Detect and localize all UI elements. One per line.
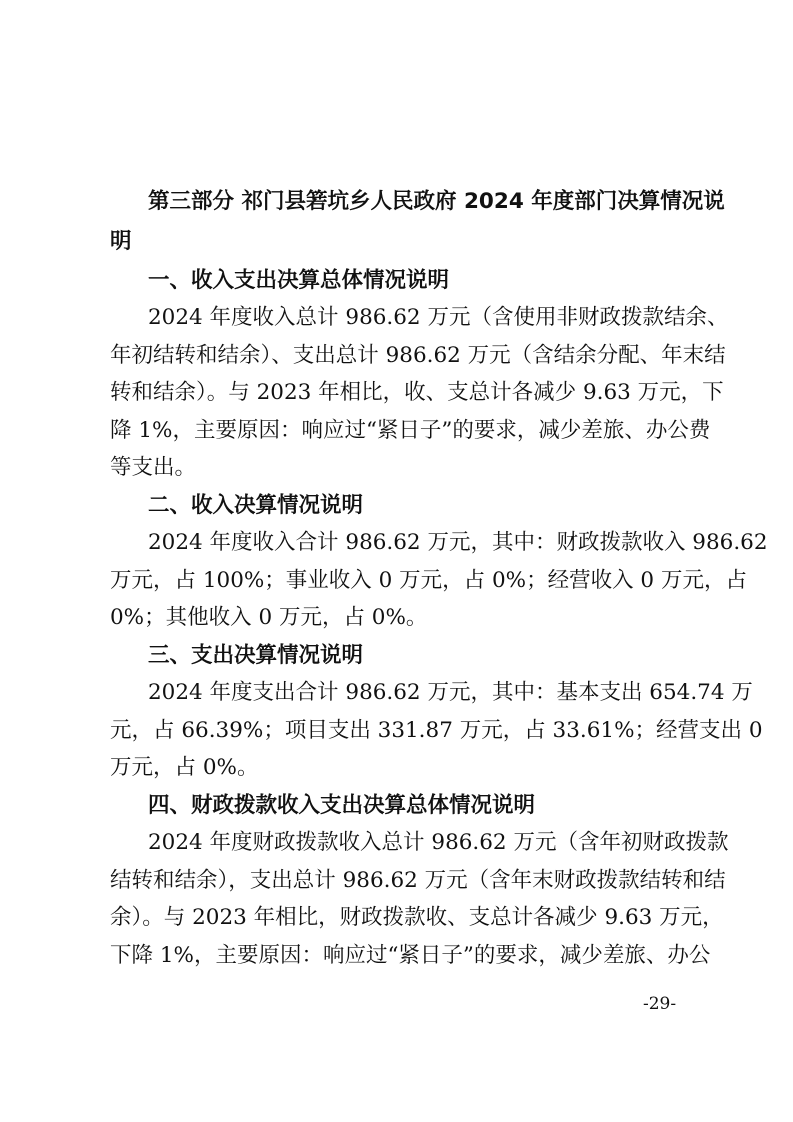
paragraph-line: 下降 1%，主要原因：响应过“紧日子”的要求，减少差旅、办公 — [110, 943, 711, 968]
section-heading-4: 四、财政拨款收入支出决算总体情况说明 — [148, 793, 536, 818]
paragraph-line: 等支出。 — [110, 455, 197, 480]
paragraph-line: 结转和结余），支出总计 986.62 万元（含年末财政拨款结转和结 — [110, 868, 726, 893]
paragraph-line: 年初结转和结余）、支出总计 986.62 万元（含结余分配、年末结 — [110, 343, 726, 368]
paragraph-line: 转和结余）。与 2023 年相比，收、支总计各减少 9.63 万元，下 — [110, 380, 724, 405]
paragraph-line: 2024 年度收入总计 986.62 万元（含使用非财政拨款结余、 — [148, 305, 729, 330]
document-title-line-2: 明 — [110, 229, 132, 254]
paragraph-line: 元，占 66.39%；项目支出 331.87 万元，占 33.61%；经营支出 0 — [110, 718, 763, 743]
paragraph-line: 万元，占 0%。 — [110, 755, 259, 780]
paragraph-line: 2024 年度收入合计 986.62 万元，其中：财政拨款收入 986.62 — [148, 530, 768, 555]
page-number: -29- — [643, 994, 677, 1014]
paragraph-line: 2024 年度支出合计 986.62 万元，其中：基本支出 654.74 万 — [148, 680, 753, 705]
paragraph-line: 余）。与 2023 年相比，财政拨款收、支总计各减少 9.63 万元， — [110, 905, 724, 930]
paragraph-line: 2024 年度财政拨款收入总计 986.62 万元（含年初财政拨款 — [148, 830, 729, 855]
paragraph-line: 降 1%，主要原因：响应过“紧日子”的要求，减少差旅、办公费 — [110, 418, 711, 443]
paragraph-line: 0%；其他收入 0 万元，占 0%。 — [110, 605, 428, 630]
paragraph-line: 万元，占 100%；事业收入 0 万元，占 0%；经营收入 0 万元，占 — [110, 568, 747, 593]
section-heading-3: 三、支出决算情况说明 — [148, 643, 364, 668]
document-title-line-1: 第三部分 祁门县箬坑乡人民政府 2024 年度部门决算情况说 — [148, 189, 725, 214]
section-heading-2: 二、收入决算情况说明 — [148, 493, 364, 518]
section-heading-1: 一、收入支出决算总体情况说明 — [148, 268, 450, 293]
